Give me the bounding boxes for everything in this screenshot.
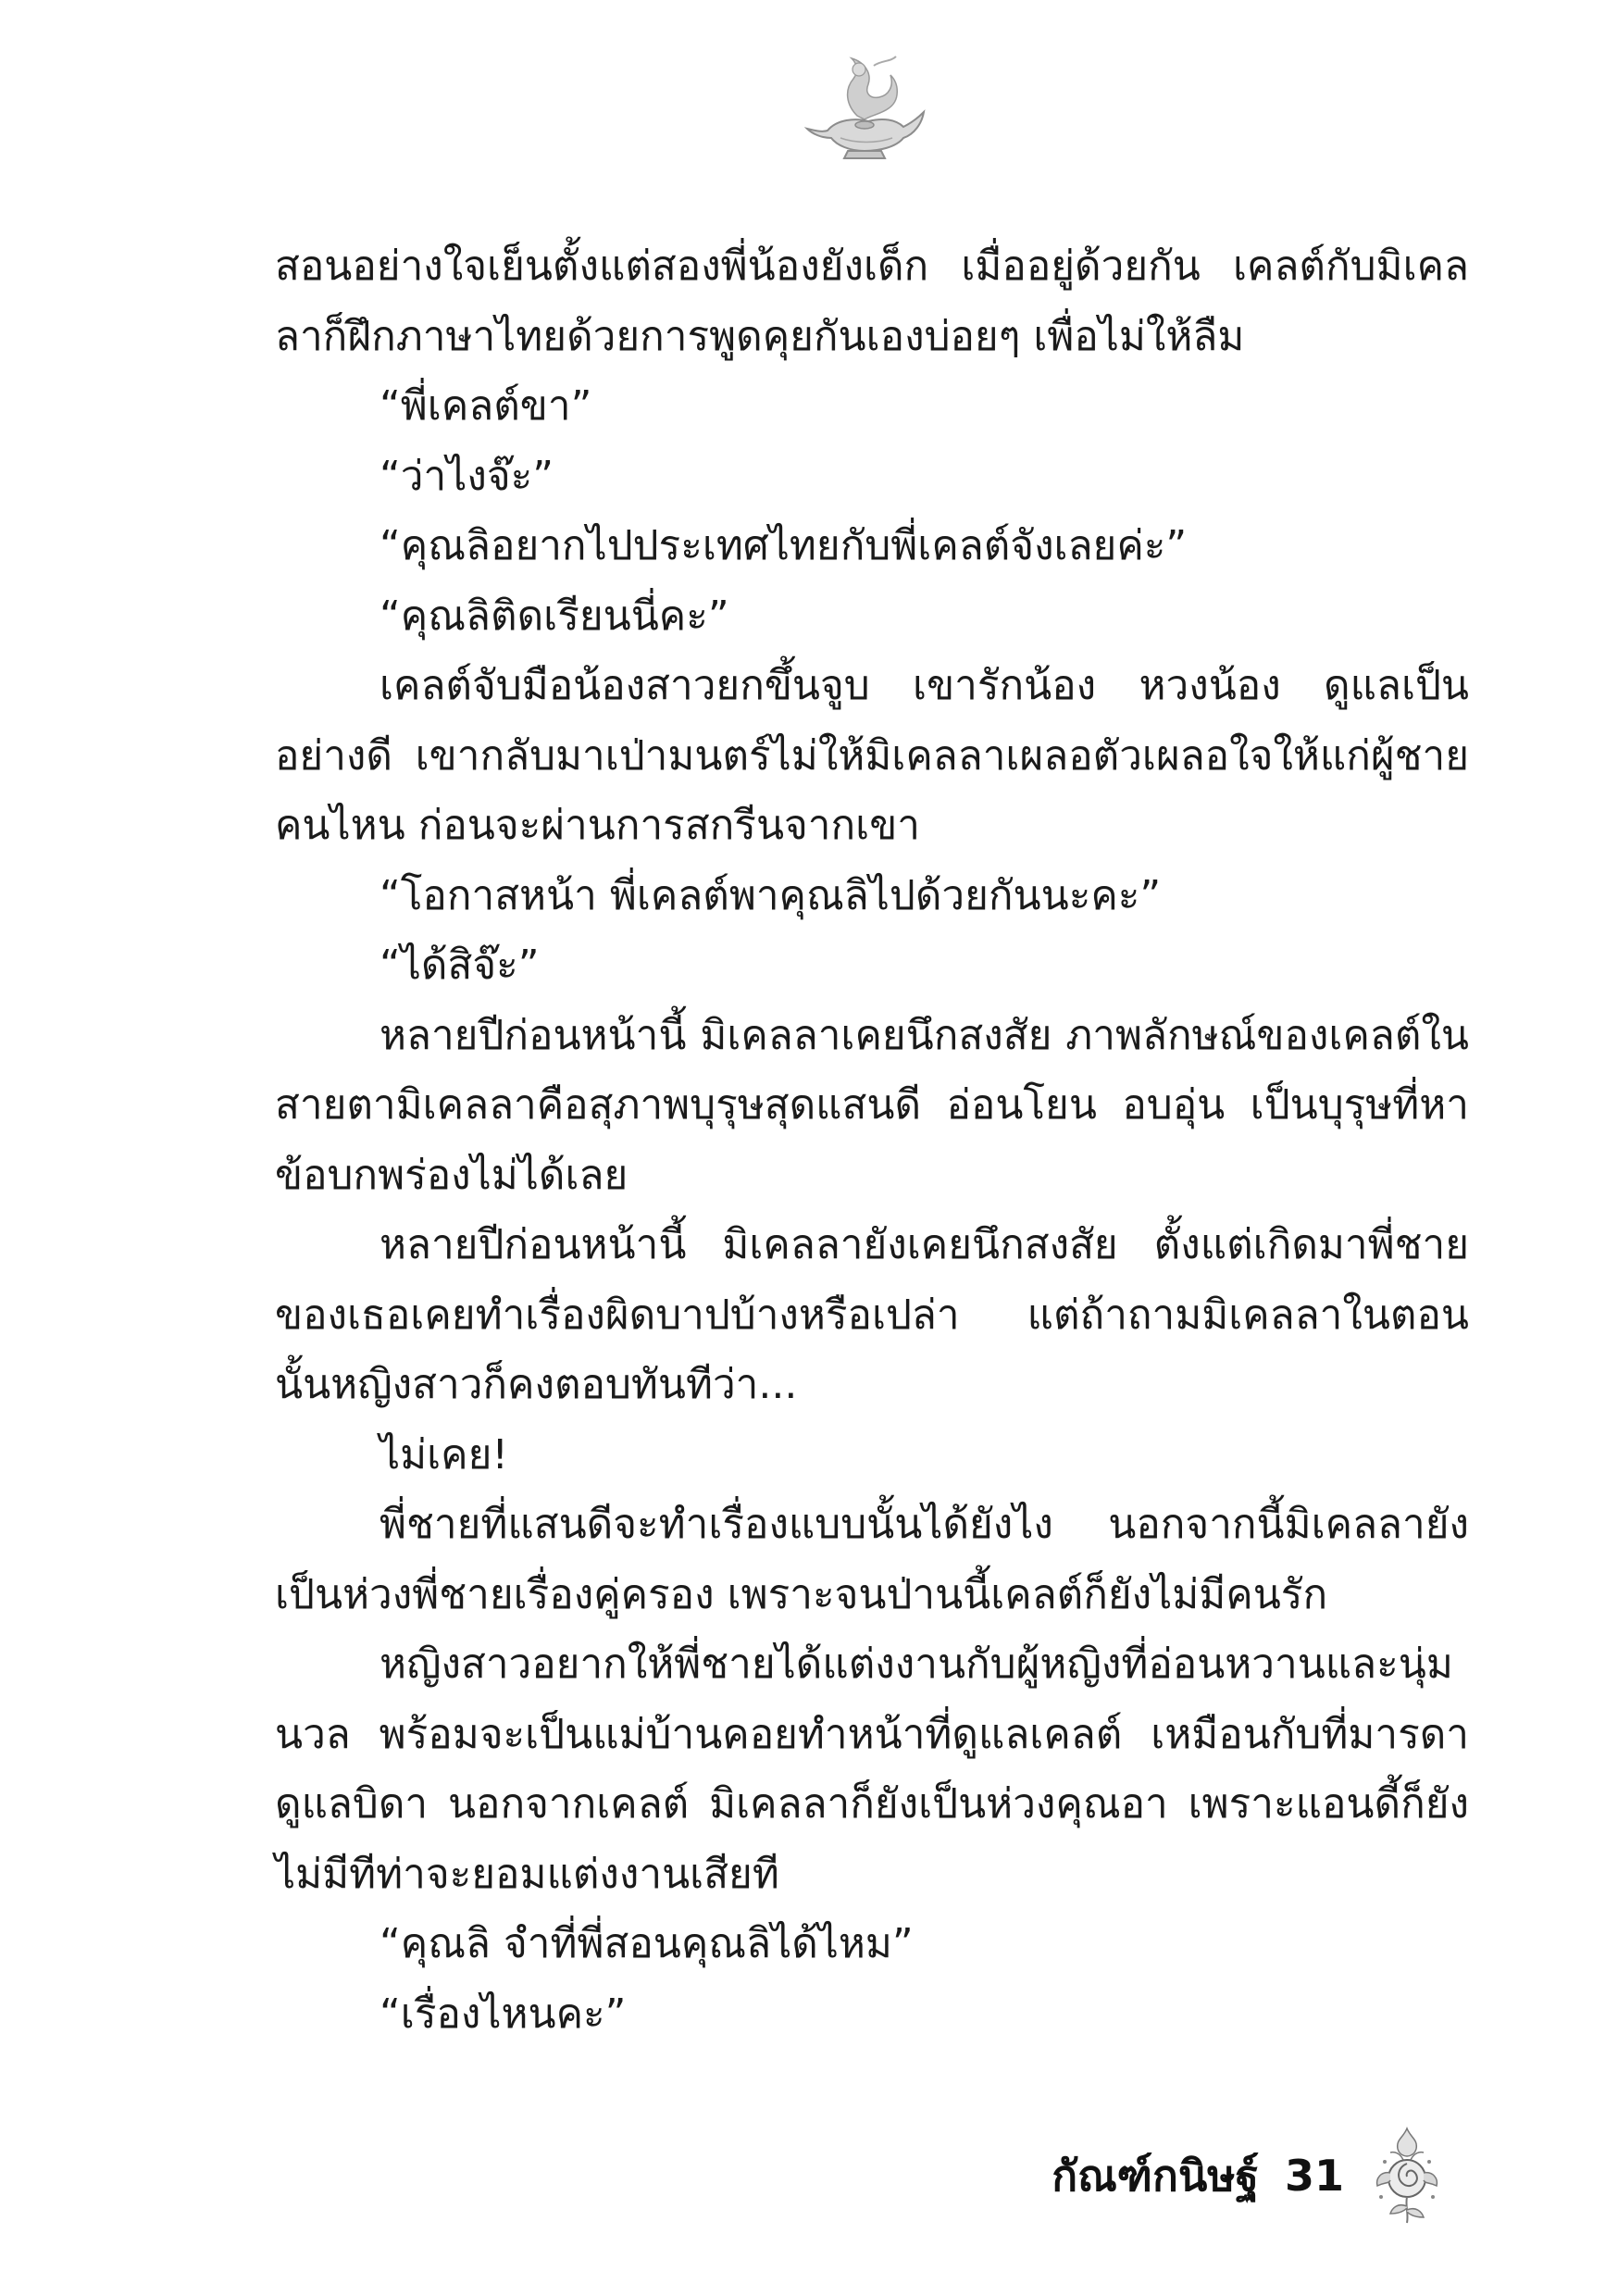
paragraph: “เรื่องไหนคะ” bbox=[380, 1990, 627, 2038]
paragraph: พี่ชายที่แสนดีจะทำเรื่องแบบนั้นได้ยังไง นอกจากนี้มิเคลลายังเป็นห่วงพี่ชายเรื่องคู่ครอง เพราะจนป่านนี้เคลต์ก็ยังไม่มีคนรัก bbox=[275, 1501, 1469, 1618]
paragraph: หลายปีก่อนหน้านี้ มิเคลลายังเคยนึกสงสัย ตั้งแต่เกิดมาพี่ชายของเธอเคยทำเรื่องผิดบาปบ้างหรือเปล่า แต่ถ้าถามมิเคลลาในตอนนั้นหญิงสาวก็คงตอบทันทีว่า... bbox=[275, 1221, 1469, 1408]
genie-lamp-icon bbox=[800, 51, 929, 162]
paragraph: หลายปีก่อนหน้านี้ มิเคลลาเคยนึกสงสัย ภาพลักษณ์ของเคลต์ในสายตามิเคลลาคือสุภาพบุรุษสุดแสนดี อ่อนโยน อบอุ่น เป็นบุรุษที่หาข้อบกพร่องไม่ได้เลย bbox=[275, 1011, 1469, 1199]
paragraph: “โอกาสหน้า พี่เคลต์พาคุณลิไปด้วยกันนะคะ” bbox=[380, 871, 1162, 919]
paragraph: “คุณลิติดเรียนนี่คะ” bbox=[380, 592, 729, 640]
paragraph: หญิงสาวอยากให้พี่ชายได้แต่งงานกับผู้หญิงที่อ่อนหวานและนุ่มนวล พร้อมจะเป็นแม่บ้านคอยทำหน้าที่ดูแลเคลต์ เหมือนกับที่มารดาดูแลบิดา นอกจากเคลต์ มิเคลลาก็ยังเป็นห่วงคุณอา เพราะแอนดี้ก็ยังไม่มีทีท่าจะยอมแต่งงานเสียที bbox=[275, 1641, 1469, 1898]
paragraph: “ได้สิจ๊ะ” bbox=[380, 942, 540, 989]
paragraph: “คุณลิอยากไปประเทศไทยกับพี่เคลต์จังเลยค่ะ” bbox=[380, 522, 1188, 569]
paragraph: “พี่เคลต์ขา” bbox=[380, 382, 592, 430]
paragraph: “ว่าไงจ๊ะ” bbox=[380, 452, 554, 500]
paragraph: “คุณลิ จำที่พี่สอนคุณลิได้ไหม” bbox=[380, 1920, 914, 1967]
rose-ornament-icon bbox=[1370, 2125, 1444, 2227]
body-text bbox=[275, 231, 1469, 2049]
page-number: 31 bbox=[1284, 2151, 1344, 2201]
book-title: กัณฑ์กนิษฐ์ bbox=[1052, 2150, 1259, 2201]
page-footer bbox=[1052, 2120, 1444, 2231]
paragraph: สอนอย่างใจเย็นตั้งแต่สองพี่น้องยังเด็ก เมื่ออยู่ด้วยกัน เคลต์กับมิเคลลาก็ฝึกภาษาไทยด้วยการพูดคุยกันเองบ่อยๆ เพื่อไม่ให้ลืม bbox=[275, 243, 1469, 360]
paragraph: เคลต์จับมือน้องสาวยกขึ้นจูบ เขารักน้อง หวงน้อง ดูแลเป็นอย่างดี เขากลับมาเป่ามนตร์ไม่ให้มิเคลลาเผลอตัวเผลอใจให้แก่ผู้ชายคนไหน ก่อนจะผ่านการสกรีนจากเขา bbox=[275, 662, 1469, 849]
paragraph: ไม่เคย! bbox=[380, 1430, 509, 1479]
